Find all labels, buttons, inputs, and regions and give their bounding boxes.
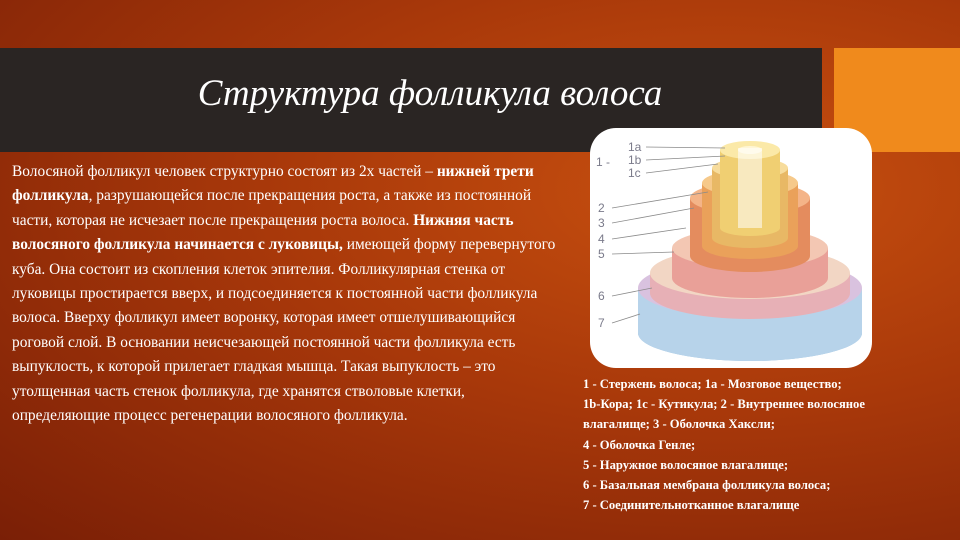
body-text-3: имеющей форму перевернутого куба. Она состоит из скопления клеток эпителия. Фолликулярная стенка от луковицы простирается вверх, и подсоединяется к постоянной части фолликула волоса. Вверху фолликул имеет воронку, которая имеет отшелушивающийся роговой слой. В основании неисчезающей постоянной части фолликула есть выпуклость, к которой прилегает гладкая мышца. Такая выпуклость – это утолщенная часть стенок фолликула, где хранятся стволовые клетки, определяющие процесс регенерации волосяного фолликула. bbox=[12, 236, 556, 425]
label-5: 5 bbox=[598, 247, 605, 261]
label-1: 1 - bbox=[596, 155, 611, 169]
body-paragraph bbox=[12, 160, 560, 428]
hair-follicle-figure bbox=[590, 128, 872, 368]
legend-line: 5 - Наружное волосяное влагалище; bbox=[583, 457, 789, 472]
legend-line: влагалище; 3 - Оболочка Хаксли; bbox=[583, 417, 775, 432]
label-1a: 1a bbox=[628, 140, 642, 154]
label-3: 3 bbox=[598, 216, 605, 230]
label-7: 7 bbox=[598, 316, 605, 330]
label-6: 6 bbox=[598, 289, 605, 303]
body-bold-1: нижней трети фолликула bbox=[12, 163, 534, 205]
cutaway-slot bbox=[738, 148, 762, 228]
legend-line: 6 - Базальная мембрана фолликула волоса; bbox=[583, 478, 831, 493]
hair-follicle-diagram bbox=[590, 128, 872, 368]
figure-legend bbox=[583, 374, 953, 515]
label-2: 2 bbox=[598, 201, 605, 215]
body-text-2: , разрушающейся после прекращения роста, а также из постоянной части, которая не исчезает после прекращения роста волоса. bbox=[12, 187, 532, 229]
slide-title: Структура фолликула волоса bbox=[197, 73, 663, 114]
label-1c: 1c bbox=[628, 166, 641, 180]
legend-line: 1 - Стержень волоса; 1а - Мозговое вещество; bbox=[583, 377, 842, 391]
body-bold-2: Нижняя часть волосяного фолликула начинается с луковицы, bbox=[12, 211, 514, 254]
legend-line: 4 - Оболочка Генле; bbox=[583, 437, 696, 452]
label-1b: 1b bbox=[628, 153, 642, 167]
legend-line: 7 - Соединительнотканное влагалище bbox=[583, 498, 800, 513]
legend-line: 1b-Кора; 1c - Кутикула; 2 - Внутреннее волосяное bbox=[583, 397, 865, 412]
body-text-1: Волосяной фолликул человек структурно состоят из 2х частей – bbox=[12, 163, 437, 180]
label-4: 4 bbox=[598, 232, 605, 246]
